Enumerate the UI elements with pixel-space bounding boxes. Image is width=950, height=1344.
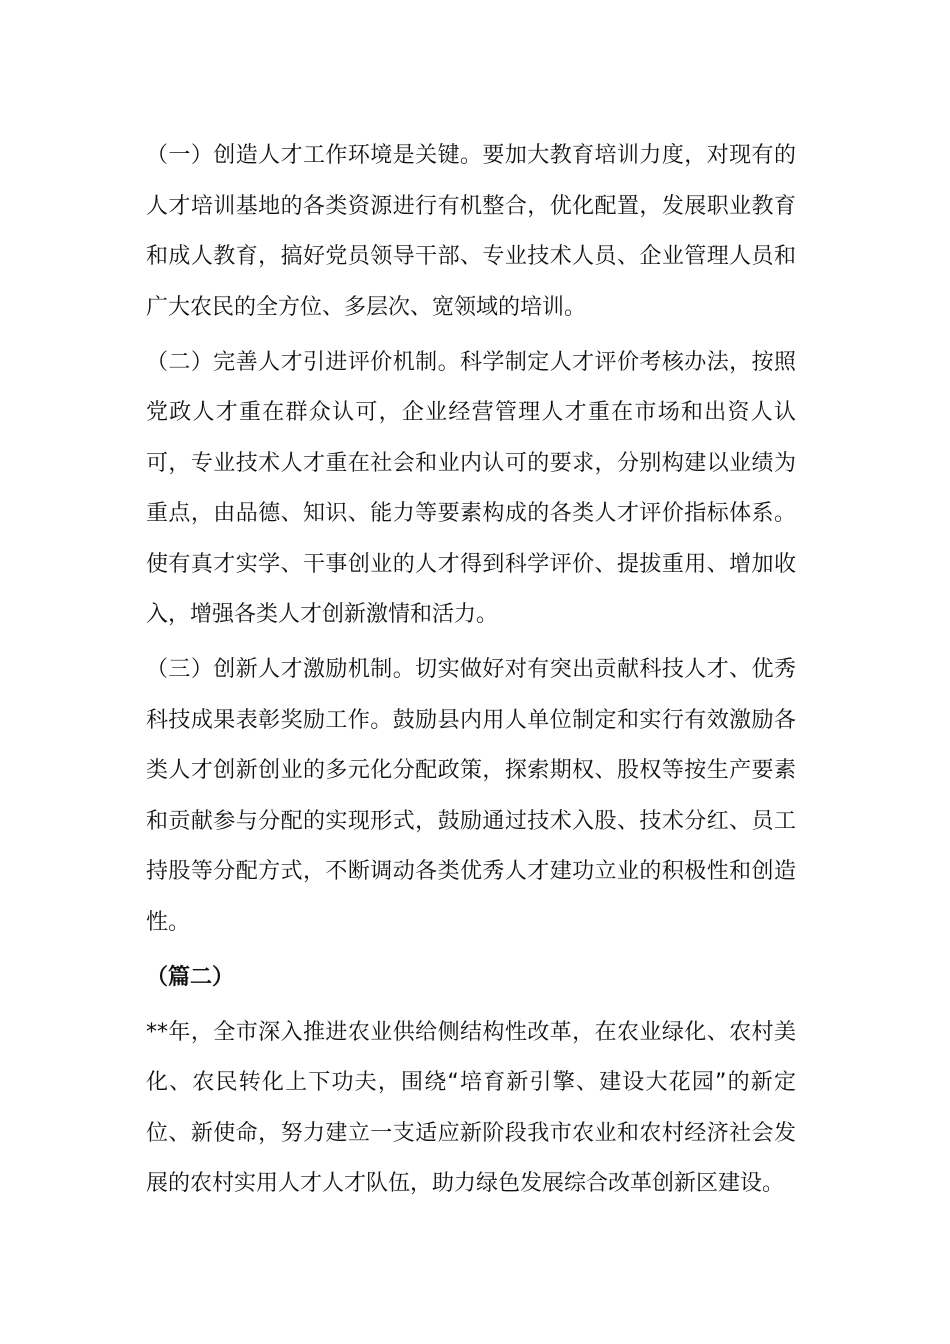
paragraph-1: （一）创造人才工作环境是关键。要加大教育培训力度，对现有的人才培训基地的各类资源进行有机整合，优化配置，发展职业教育和成人教育，搞好党员领导干部、专业技术人员、企业管理人员和广大农民的全方位、多层次、宽领域的培训。 xyxy=(146,143,796,320)
section-heading: （篇二） xyxy=(146,964,235,990)
document-page xyxy=(146,131,796,1214)
paragraph-3: （三）创新人才激励机制。切实做好对有突出贡献科技人才、优秀科技成果表彰奖励工作。鼓励县内用人单位制定和实行有效激励各类人才创新创业的多元化分配政策，探索期权、股权等按生产要素和贡献参与分配的实现形式，鼓励通过技术入股、技术分红、员工持股等分配方式，不断调动各类优秀人才建功立业的积极性和创造性。 xyxy=(146,657,796,935)
paragraph-2: （二）完善人才引进评价机制。科学制定人才评价考核办法，按照党政人才重在群众认可，企业经营管理人才重在市场和出资人认可，专业技术人才重在社会和业内认可的要求，分别构建以业绩为重点，由品德、知识、能力等要素构成的各类人才评价指标体系。使有真才实学、干事创业的人才得到科学评价、提拔重用、增加收入，增强各类人才创新激情和活力。 xyxy=(146,349,796,627)
paragraph-4: **年，全市深入推进农业供给侧结构性改革，在农业绿化、农村美化、农民转化上下功夫，围绕“培育新引擎、建设大花园”的新定位、新使命，努力建立一支适应新阶段我市农业和农村经济社会发展的农村实用人才人才队伍，助力绿色发展综合改革创新区建设。 xyxy=(146,1019,796,1196)
